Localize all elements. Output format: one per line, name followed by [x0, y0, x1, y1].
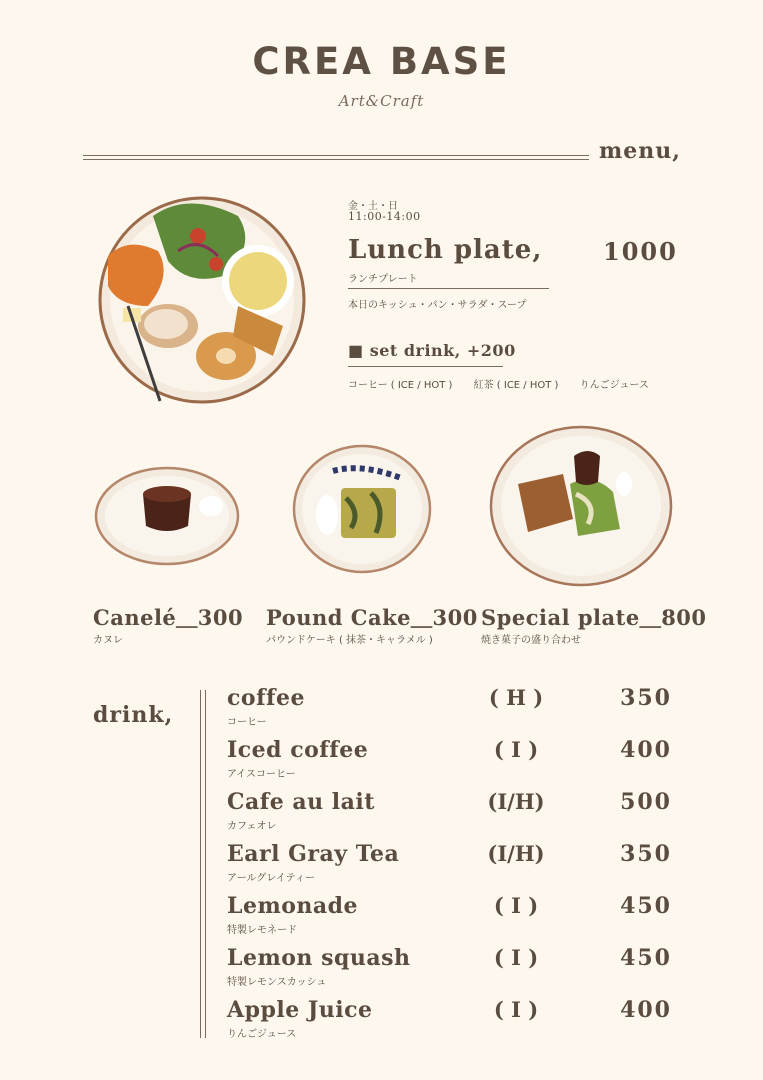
canele-photo [93, 464, 241, 570]
sweet-name-special-plate: Special plate＿800 [481, 605, 707, 630]
logo-title: CREA BASE [252, 40, 511, 83]
drink-divider-line [200, 690, 201, 1038]
drink-temp: ( H ) [488, 685, 544, 710]
drink-jp: アールグレイティー [227, 873, 315, 884]
sweet-jp-special-plate: 焼き菓子の盛り合わせ [481, 635, 581, 646]
lunch-description: 本日のキッシュ・パン・サラダ・スープ [348, 300, 527, 311]
drink-price: 500 [620, 789, 672, 815]
set-option-apple-juice: りんごジュース [579, 380, 649, 391]
drink-price: 400 [620, 737, 672, 763]
drink-jp: アイスコーヒー [227, 769, 296, 780]
drink-jp: りんごジュース [227, 1029, 297, 1040]
drink-name: Cafe au lait [227, 789, 375, 815]
drink-row-coffee [227, 685, 672, 737]
drink-temp: ( I ) [493, 737, 539, 762]
set-option-coffee: コーヒー ( ICE / HOT ) [348, 380, 453, 391]
drink-row-cafe-au-lait [227, 789, 672, 841]
sweet-jp-pound-cake: パウンドケーキ ( 抹茶・キャラメル ) [266, 635, 433, 646]
lunch-hours: 11:00-14:00 [348, 210, 421, 223]
drink-price: 350 [620, 841, 672, 867]
sweet-name-canele: Canelé＿300 [93, 605, 244, 630]
special-plate-photo [488, 424, 674, 588]
menu-heading: menu, [599, 138, 681, 164]
logo-tagline: Art&Craft [338, 92, 425, 110]
drink-row-apple-juice [227, 997, 672, 1049]
drink-temp: ( I ) [493, 997, 539, 1022]
set-drink-options [348, 376, 667, 391]
drink-row-lemon-squash [227, 945, 672, 997]
drink-jp: 特製レモネード [227, 925, 297, 936]
drink-heading: drink, [93, 702, 174, 728]
set-drink-title: ■ set drink, +200 [348, 341, 516, 360]
lunch-title-jp: ランチプレート [348, 274, 418, 285]
drink-price: 450 [620, 893, 672, 919]
drink-row-lemonade [227, 893, 672, 945]
lunch-plate-photo [98, 196, 306, 408]
header-divider-2 [83, 159, 589, 160]
sweet-name-pound-cake: Pound Cake＿300 [266, 605, 478, 630]
drink-name: Lemonade [227, 893, 359, 919]
drink-row-earl-gray-tea [227, 841, 672, 893]
drink-temp: (I/H) [487, 841, 545, 866]
drink-temp: ( I ) [493, 893, 539, 918]
drink-row-iced-coffee [227, 737, 672, 789]
set-option-tea: 紅茶 ( ICE / HOT ) [473, 380, 559, 391]
header-divider [83, 155, 589, 156]
drink-price: 450 [620, 945, 672, 971]
pound-cake-photo [291, 443, 433, 575]
drink-jp: カフェオレ [227, 821, 277, 832]
lunch-price: 1000 [603, 237, 678, 266]
drink-jp: 特製レモンスカッシュ [227, 977, 327, 988]
lunch-divider [348, 288, 549, 289]
drink-name: coffee [227, 685, 305, 711]
drink-name: Lemon squash [227, 945, 411, 971]
drink-price: 350 [620, 685, 672, 711]
drink-temp: ( I ) [493, 945, 539, 970]
drink-divider-line-2 [205, 690, 206, 1038]
lunch-days: 金・土・日 [348, 201, 398, 212]
drink-name: Earl Gray Tea [227, 841, 400, 867]
lunch-title: Lunch plate, [348, 235, 543, 265]
drink-name: Iced coffee [227, 737, 369, 763]
drink-temp: (I/H) [487, 789, 545, 814]
set-drink-divider [348, 366, 503, 367]
sweet-jp-canele: カヌレ [93, 635, 123, 646]
drink-price: 400 [620, 997, 672, 1023]
drink-name: Apple Juice [227, 997, 373, 1023]
drink-jp: コーヒー [227, 717, 267, 728]
